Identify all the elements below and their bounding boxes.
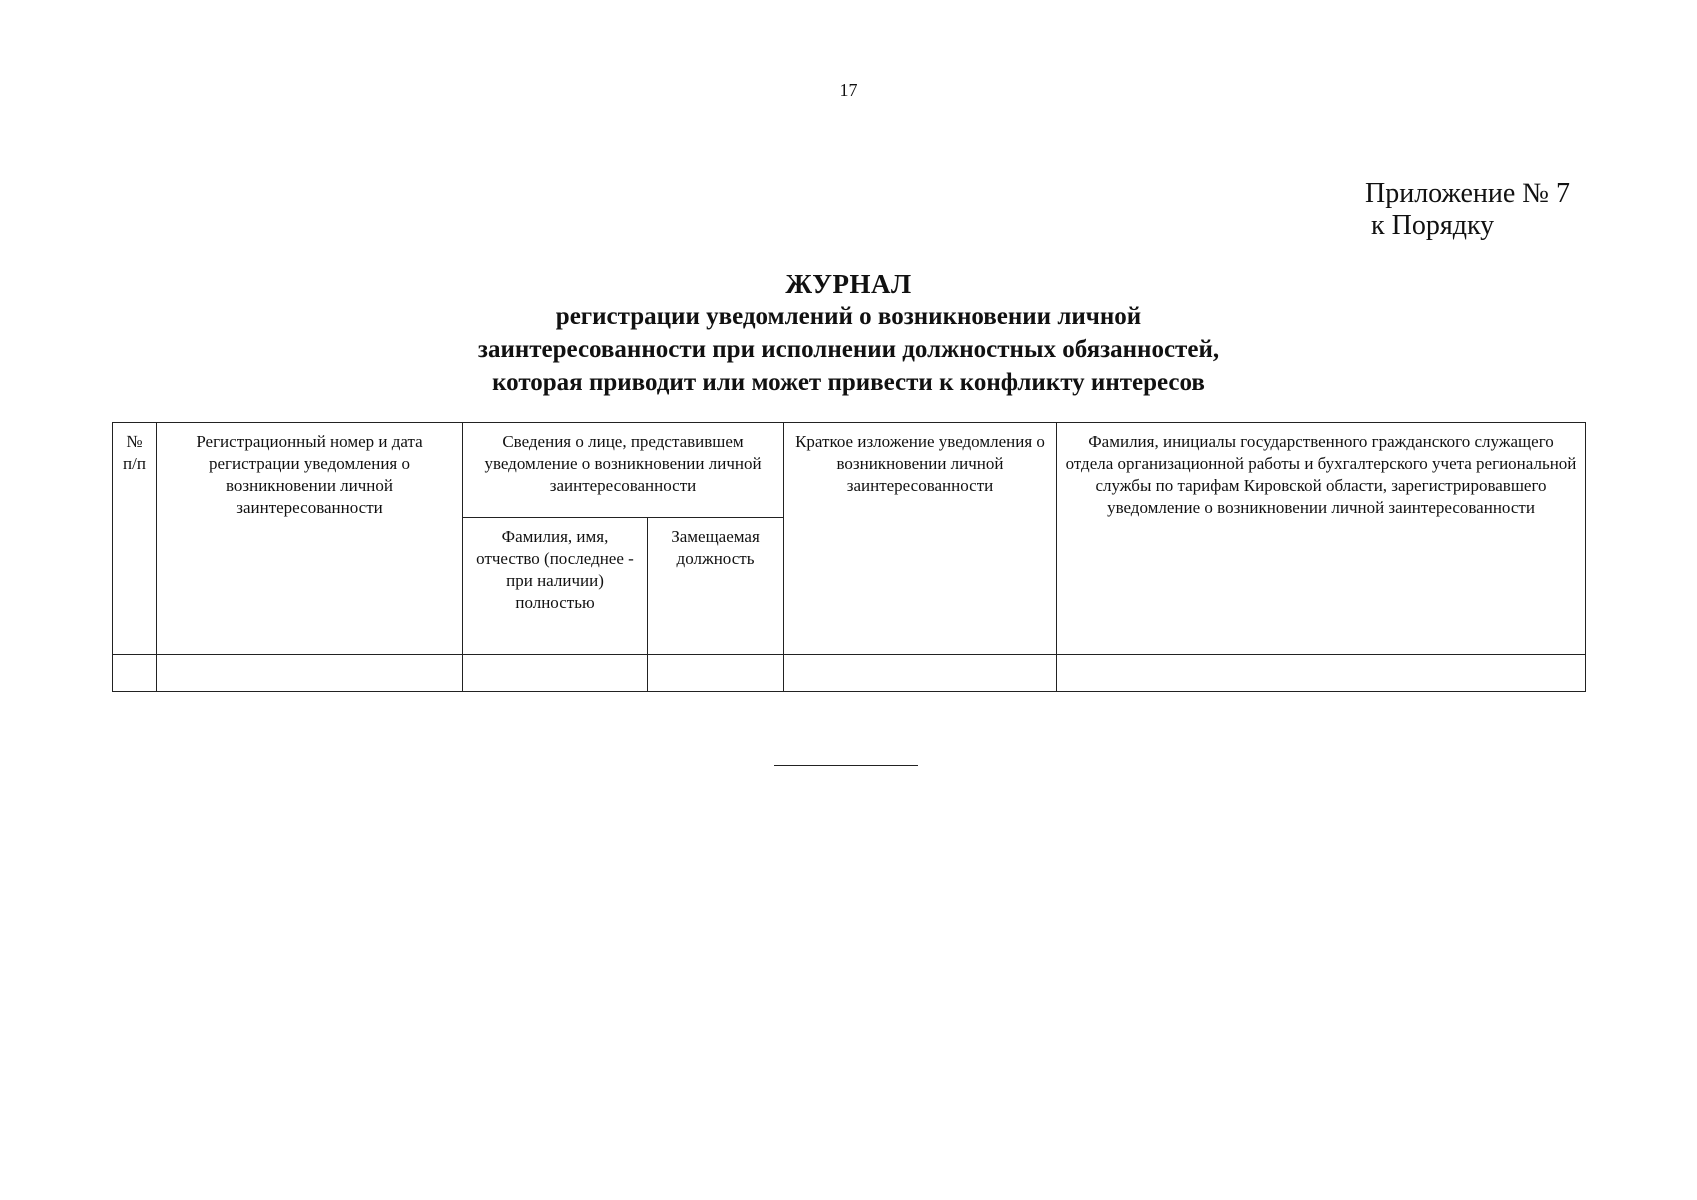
appendix-label [1365, 178, 1570, 242]
table-cell [648, 655, 784, 692]
header-person-info: Сведения о лице, представившем уведомление о возникновении личной заинтересованности [463, 423, 784, 518]
appendix-line-1: Приложение № 7 [1365, 178, 1570, 209]
table-cell [113, 655, 157, 692]
title-line-3: которая приводит или может привести к конфликту интересов [492, 369, 1205, 396]
end-divider [774, 765, 918, 766]
title-line-1: регистрации уведомлений о возникновении личной [555, 303, 1142, 330]
header-num: № п/п [113, 423, 157, 655]
table-cell [784, 655, 1057, 692]
title-main: ЖУРНАЛ [785, 269, 912, 299]
table-row [113, 655, 1586, 692]
header-fio: Фамилия, имя, отчество (последнее - при наличии) полностью [463, 518, 648, 655]
header-position: Замещаемая должность [648, 518, 784, 655]
header-registration: Регистрационный номер и дата регистрации уведомления о возникновении личной заинтересованности [157, 423, 463, 655]
table-cell [1057, 655, 1586, 692]
document-title [0, 268, 1697, 399]
title-line-2: заинтересованности при исполнении должностных обязанностей, [477, 336, 1220, 363]
table-header-row [113, 423, 1586, 518]
page-number: 17 [839, 80, 858, 100]
header-summary: Краткое изложение уведомления о возникновении личной заинтересованности [784, 423, 1057, 655]
table-cell [157, 655, 463, 692]
table-cell [463, 655, 648, 692]
header-registrar: Фамилия, инициалы государственного гражданского служащего отдела организационной работы и бухгалтерского учета региональной службы по тарифам Кировской области, зарегистрировавшего уведомление о возникновении личной заинтересованности [1057, 423, 1586, 655]
journal-table [112, 422, 1586, 692]
appendix-line-2: к Порядку [1371, 210, 1495, 241]
